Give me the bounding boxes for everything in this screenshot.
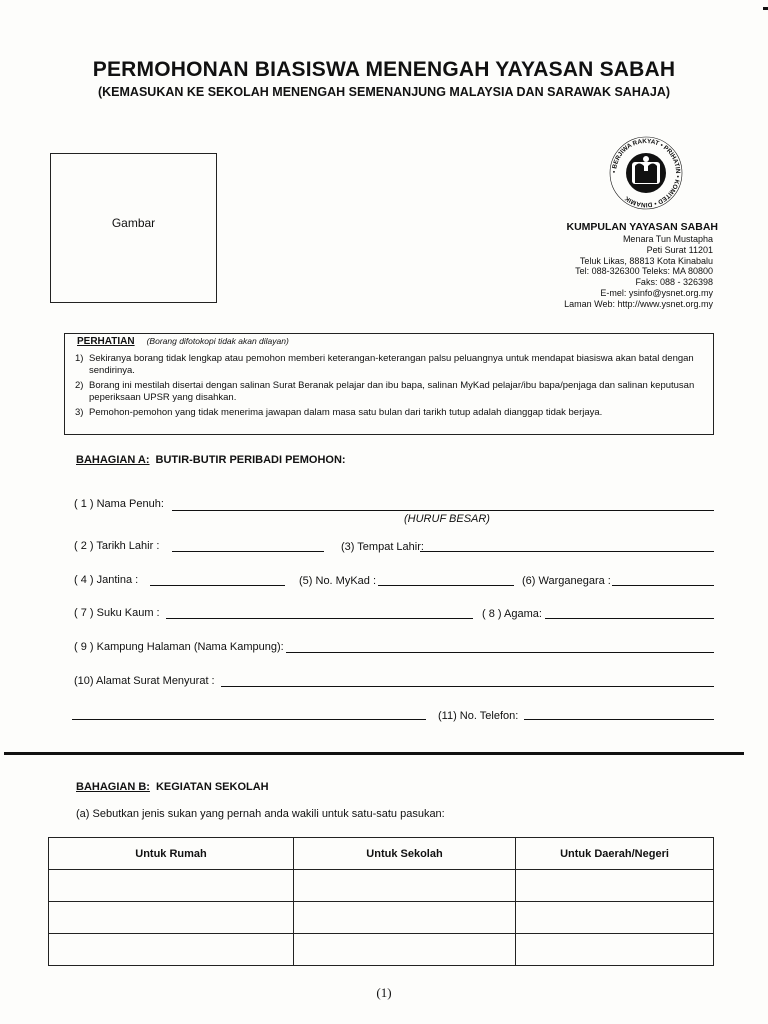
mailing-address-field[interactable] — [221, 686, 714, 687]
table-cell[interactable] — [49, 902, 294, 934]
organization-block — [498, 220, 718, 310]
table-row — [49, 934, 714, 966]
notice-item: 1) Sekiranya borang tidak lengkap atau pemohon memberi keterangan-keterangan palsu peluangnya untuk mendapat biasiswa akan batal dengan sendirinya. — [75, 353, 694, 376]
sports-table — [48, 837, 714, 966]
org-fax-line: Faks: 088 - 326398 — [635, 277, 713, 288]
org-address-line: Teluk Likas, 88813 Kota Kinabalu — [579, 255, 713, 266]
section-b-label: BAHAGIAN B: — [76, 781, 150, 793]
birth-date-field[interactable] — [172, 551, 324, 552]
section-a-heading — [76, 454, 346, 466]
field-label-nationality: (6) Warganegara : — [522, 575, 611, 587]
field-label-gender: ( 4 ) Jantina : — [74, 574, 139, 586]
phone-field[interactable] — [524, 719, 714, 720]
section-b-title: KEGIATAN SEKOLAH — [155, 781, 269, 793]
notice-header — [77, 336, 289, 347]
org-email-line: E-mel: ysinfo@ysnet.org.my — [600, 287, 713, 298]
section-a-title: BUTIR-BUTIR PERIBADI PEMOHON: — [155, 454, 346, 466]
full-name-field[interactable] — [172, 510, 714, 511]
org-name: KUMPULAN YAYASAN SABAH — [566, 221, 718, 233]
field-label-birth-place: (3) Tempat Lahir: — [341, 541, 424, 553]
org-website-line: Laman Web: http://www.ysnet.org.my — [564, 298, 713, 309]
field-label-ethnicity: ( 7 ) Suku Kaum : — [74, 607, 160, 619]
mailing-address-field-line2[interactable] — [72, 719, 426, 720]
table-header-row — [49, 838, 714, 870]
page-number: (1) — [376, 985, 392, 1000]
column-header-school: Untuk Sekolah — [294, 838, 516, 870]
table-row — [49, 902, 714, 934]
photo-box — [50, 153, 217, 303]
notice-note: (Borang difotokopi tidak akan dilayan) — [146, 336, 289, 346]
religion-field[interactable] — [545, 618, 714, 619]
yayasan-sabah-emblem-icon — [608, 135, 684, 211]
section-b-question: (a) Sebutkan jenis sukan yang pernah anda wakili untuk satu-satu pasukan: — [76, 808, 445, 820]
ethnicity-field[interactable] — [166, 618, 473, 619]
mykad-field[interactable] — [378, 585, 514, 586]
column-header-house: Untuk Rumah — [49, 838, 294, 870]
column-header-district-state: Untuk Daerah/Negeri — [516, 838, 714, 870]
birth-place-field[interactable] — [420, 551, 714, 552]
form-title: PERMOHONAN BIASISWA MENENGAH YAYASAN SABAH — [92, 58, 676, 81]
notice-title: PERHATIAN — [77, 336, 135, 347]
table-cell[interactable] — [294, 902, 516, 934]
form-subtitle: (KEMASUKAN KE SEKOLAH MENENGAH SEMENANJUNG MALAYSIA DAN SARAWAK SAHAJA) — [97, 85, 671, 99]
page-edge-mark — [763, 7, 768, 10]
field-label-full-name: ( 1 ) Nama Penuh: — [74, 498, 164, 510]
nationality-field[interactable] — [612, 585, 714, 586]
field-label-birth-date: ( 2 ) Tarikh Lahir : — [74, 540, 160, 552]
notice-item: 3) Pemohon-pemohon yang tidak menerima jawapan dalam masa satu bulan dari tarikh tutup adalah dianggap tidak berjaya. — [75, 407, 603, 418]
home-village-field[interactable] — [286, 652, 714, 653]
field-label-religion: ( 8 ) Agama: — [482, 608, 542, 620]
field-label-mykad: (5) No. MyKad : — [299, 575, 377, 587]
notice-box — [64, 333, 714, 435]
table-cell[interactable] — [516, 902, 714, 934]
org-address-line: Menara Tun Mustapha — [622, 234, 713, 244]
notice-item: 2) Borang ini mestilah disertai dengan salinan Surat Beranak pelajar dan ibu bapa, salinan MyKad pelajar/ibu bapa/penjaga dan salinan keputusan peperiksaan UPSR yang disahkan. — [75, 380, 695, 403]
table-cell[interactable] — [49, 934, 294, 966]
full-name-hint: (HURUF BESAR) — [404, 513, 490, 525]
table-cell[interactable] — [516, 870, 714, 902]
table-cell[interactable] — [294, 934, 516, 966]
table-row — [49, 870, 714, 902]
photo-label: Gambar — [111, 216, 156, 230]
gender-field[interactable] — [150, 585, 285, 586]
org-address-line: Peti Surat 11201 — [646, 244, 713, 255]
table-cell[interactable] — [516, 934, 714, 966]
section-a-label: BAHAGIAN A: — [76, 454, 150, 466]
emblem-ring-text: • BERJIWA RAKYAT • PRIHATIN • KOMITED • DINAMIK — [610, 137, 682, 209]
table-cell[interactable] — [49, 870, 294, 902]
field-label-phone: (11) No. Telefon: — [438, 710, 519, 722]
field-label-home-village: ( 9 ) Kampung Halaman (Nama Kampung): — [74, 641, 284, 653]
section-divider — [4, 752, 744, 755]
org-phone-line: Tel: 088-326300 Teleks: MA 80800 — [575, 266, 713, 277]
table-cell[interactable] — [294, 870, 516, 902]
field-label-mailing-address: (10) Alamat Surat Menyurat : — [74, 675, 215, 687]
section-b-heading — [76, 781, 269, 793]
